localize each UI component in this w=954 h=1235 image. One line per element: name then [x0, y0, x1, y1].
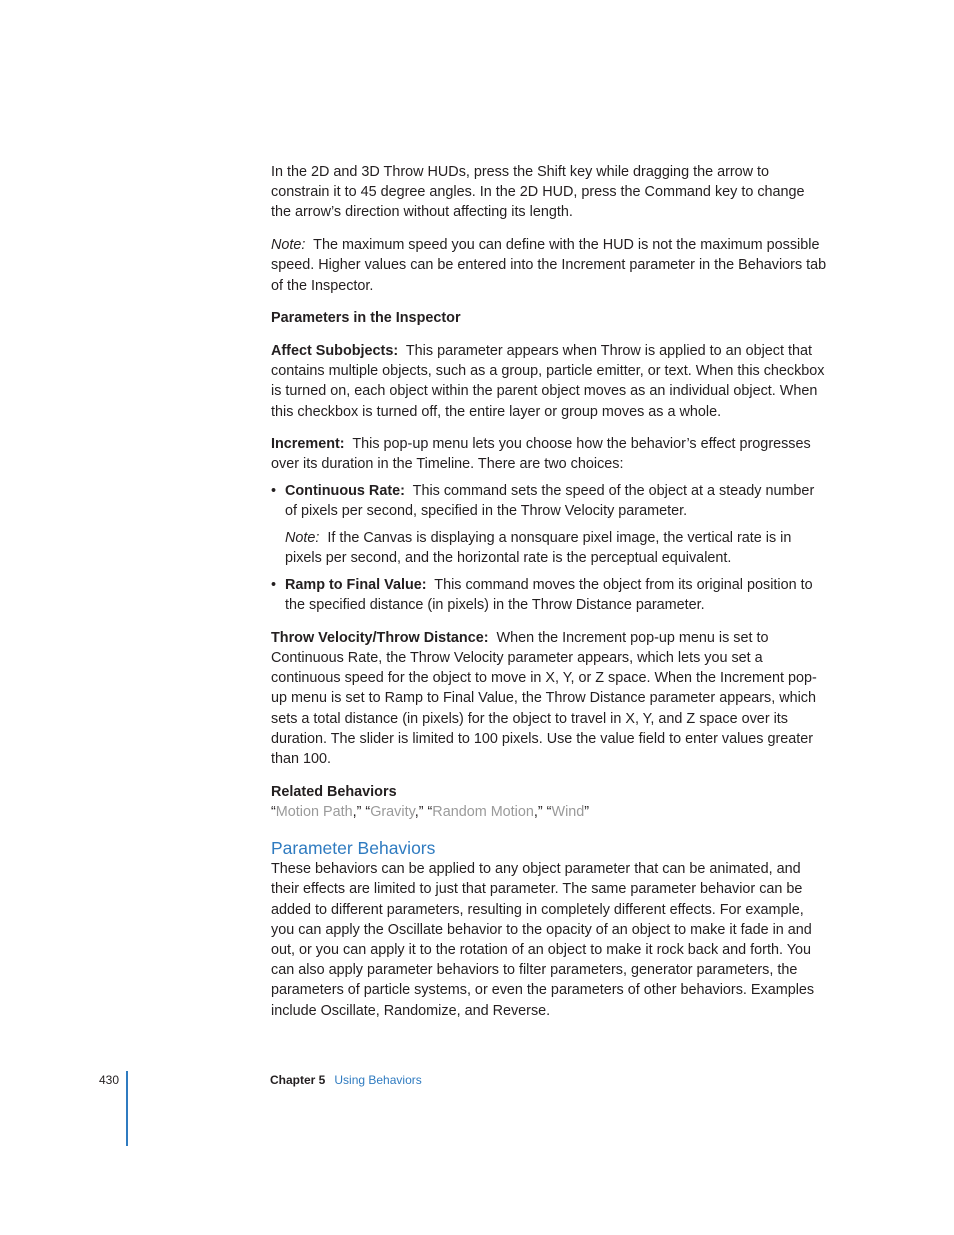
note-text: The maximum speed you can define with the HUD is not the maximum possible speed. Higher values can be entered into the Increment parameter in the Behaviors tab of the Inspector.: [271, 237, 827, 294]
chapter-title: Using Behaviors: [334, 1073, 422, 1087]
link-wind[interactable]: Wind: [551, 803, 585, 820]
section-paragraph: These behaviors can be applied to any object parameter that can be animated, and their effects are limited to just that parameter. The same parameter behavior can be added to different parameters, resulting in completely different effects. For example, you can apply the Oscillate behavior to the opacity of an object to make it fade in and out, or you can apply it to the rotation of an object to make it rock back and forth. You can also apply parameter behaviors to filter parameters, generator parameters, the parameters of particle systems, or even the parameters of other behaviors. Examples include Oscillate, Randomize, and Reverse.: [271, 861, 815, 1019]
ramp-to-final-label: Ramp to Final Value:: [285, 576, 427, 593]
intro-paragraph: In the 2D and 3D Throw HUDs, press the Shift key while dragging the arrow to constrain it to 45 degree angles. In the 2D HUD, press the Command key to change the arrow’s direction without affecting its length.: [271, 164, 805, 221]
bullet-continuous-rate: [271, 481, 827, 521]
throw-velocity-label: Throw Velocity/Throw Distance:: [271, 629, 489, 646]
note-paragraph: [271, 235, 827, 296]
params-heading: [271, 308, 827, 328]
bullet-marker: •: [271, 483, 277, 500]
affect-subobjects-paragraph: [271, 341, 827, 422]
bullet-marker: •: [271, 576, 277, 593]
chapter-label: Chapter 5: [270, 1073, 326, 1087]
link-motion-path[interactable]: Motion Path: [275, 803, 353, 820]
affect-subobjects-label: Affect Subobjects:: [271, 342, 399, 359]
footer-rule: [126, 1071, 128, 1146]
throw-velocity-text: When the Increment pop-up menu is set to Continuous Rate, the Throw Velocity parameter appears, which lets you set a continuous speed for the object to move in X, Y, or Z space. When the Increment pop-up menu is set to Ramp to Final Value, the Throw Distance parameter appears, which sets a total distance (in pixels) for the object to travel in X, Y, and Z space over its duration. The slider is limited to 100 pixels. Use the value field to enter values greater than 100.: [271, 629, 817, 768]
footer-chapter: [270, 1072, 422, 1088]
link-random-motion[interactable]: Random Motion: [432, 803, 534, 820]
affect-subobjects-text: This parameter appears when Throw is applied to an object that contains multiple objects, such as a group, particle emitter, or text. When this checkbox is turned on, each object within the parent object moves as an individual object. When this checkbox is turned off, the entire layer or group moves as a whole.: [271, 342, 825, 420]
increment-label: Increment:: [271, 436, 345, 453]
bullet-note-paragraph: [271, 528, 827, 568]
increment-paragraph: [271, 434, 827, 474]
increment-text: This pop-up menu lets you choose how the behavior’s effect progresses over its duration in the Timeline. There are two choices:: [271, 436, 811, 473]
continuous-rate-label: Continuous Rate:: [285, 483, 405, 500]
bullet-ramp-to-final: [271, 575, 827, 615]
continuous-rate-text: This command sets the speed of the object at a steady number of pixels per second, specified in the Throw Velocity parameter.: [285, 483, 815, 520]
bullet-note-text: If the Canvas is displaying a nonsquare pixel image, the vertical rate is in pixels per second, and the horizontal rate is the perceptual equivalent.: [285, 530, 792, 567]
related-behaviors-links: “Motion Path,” “Gravity,” “Random Motion,” “Wind”: [271, 803, 590, 820]
related-behaviors-heading-text: Related Behaviors: [271, 783, 397, 800]
related-behaviors-heading: [271, 782, 827, 802]
section-title: Parameter Behaviors: [271, 838, 436, 859]
params-heading-text: Parameters in the Inspector: [271, 310, 461, 327]
note-label: Note:: [271, 237, 306, 254]
page-number: 430: [99, 1073, 120, 1087]
ramp-to-final-text: This command moves the object from its original position to the specified distance (in pixels) in the Throw Distance parameter.: [285, 576, 813, 614]
bullet-note-label: Note:: [285, 530, 320, 547]
page-body: [271, 162, 827, 1021]
link-gravity[interactable]: Gravity: [370, 803, 415, 820]
throw-velocity-paragraph: [271, 628, 827, 769]
